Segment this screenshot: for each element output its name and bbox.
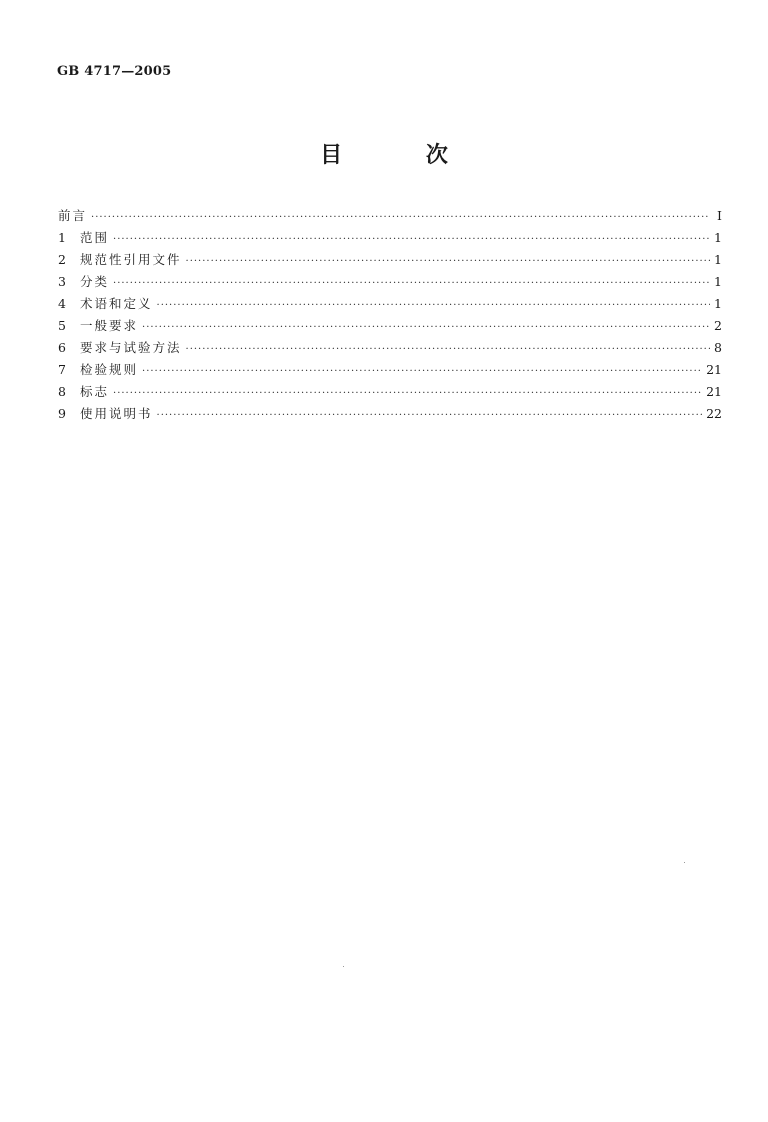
standard-code: GB 4717—2005 bbox=[57, 64, 172, 79]
toc-leader-dots bbox=[113, 273, 710, 295]
toc-entry-label: 要求与试验方法 bbox=[80, 340, 182, 355]
scan-speck bbox=[684, 862, 685, 863]
toc-entry-page: 1 bbox=[714, 252, 722, 267]
toc-leader-dots bbox=[91, 207, 710, 229]
toc-entry-page: 1 bbox=[714, 274, 722, 289]
toc-entry-foreword bbox=[58, 205, 722, 227]
toc-entry-page: 22 bbox=[706, 406, 722, 421]
toc-entry-number: 5 bbox=[58, 318, 66, 333]
toc-entry-instructions bbox=[58, 403, 722, 425]
toc-entry-number: 7 bbox=[58, 362, 66, 377]
toc-entry-requirements-test-methods bbox=[58, 337, 722, 359]
toc-leader-dots bbox=[157, 405, 703, 427]
toc-leader-dots bbox=[186, 339, 710, 361]
toc-entry-label: 一般要求 bbox=[80, 318, 139, 333]
toc-entry-inspection-rules bbox=[58, 359, 722, 381]
toc-leader-dots bbox=[113, 383, 702, 405]
toc-entry-page: 1 bbox=[714, 230, 722, 245]
toc-entry-label: 标志 bbox=[80, 384, 110, 399]
toc-entry-number: 2 bbox=[58, 252, 66, 267]
toc-entry-number: 3 bbox=[58, 274, 66, 289]
toc-leader-dots bbox=[157, 295, 710, 317]
toc-entry-page: 2 bbox=[714, 318, 722, 333]
toc-entry-label: 使用说明书 bbox=[80, 406, 153, 421]
scan-speck bbox=[343, 966, 344, 967]
toc-entry-label: 检验规则 bbox=[80, 362, 139, 377]
page-title: 目 次 bbox=[320, 143, 486, 168]
toc-leader-dots bbox=[113, 229, 710, 251]
toc-entry-page: I bbox=[717, 208, 722, 223]
toc-entry-page: 21 bbox=[706, 362, 722, 377]
toc-entry-scope bbox=[58, 227, 722, 249]
toc-entry-label: 术语和定义 bbox=[80, 296, 153, 311]
toc-entry-number: 8 bbox=[58, 384, 66, 399]
toc-entry-number: 9 bbox=[58, 406, 66, 421]
toc-entry-number: 6 bbox=[58, 340, 66, 355]
toc-entry-number: 1 bbox=[58, 230, 66, 245]
toc-leader-dots bbox=[142, 317, 710, 339]
toc-entry-number: 4 bbox=[58, 296, 66, 311]
toc-entry-label: 前言 bbox=[58, 208, 88, 223]
toc-entry-normative-references bbox=[58, 249, 722, 271]
toc-entry-page: 21 bbox=[706, 384, 722, 399]
toc-entry-label: 分类 bbox=[80, 274, 110, 289]
toc-entry-classification bbox=[58, 271, 722, 293]
toc-entry-label: 规范性引用文件 bbox=[80, 252, 182, 267]
toc-entry-page: 1 bbox=[714, 296, 722, 311]
toc-entry-label: 范围 bbox=[80, 230, 110, 245]
toc-entry-terms-definitions bbox=[58, 293, 722, 315]
toc-entry-general-requirements bbox=[58, 315, 722, 337]
toc-leader-dots bbox=[186, 251, 710, 273]
toc-entry-page: 8 bbox=[714, 340, 722, 355]
toc-entry-marking bbox=[58, 381, 722, 403]
toc-leader-dots bbox=[142, 361, 702, 383]
table-of-contents bbox=[58, 205, 722, 425]
